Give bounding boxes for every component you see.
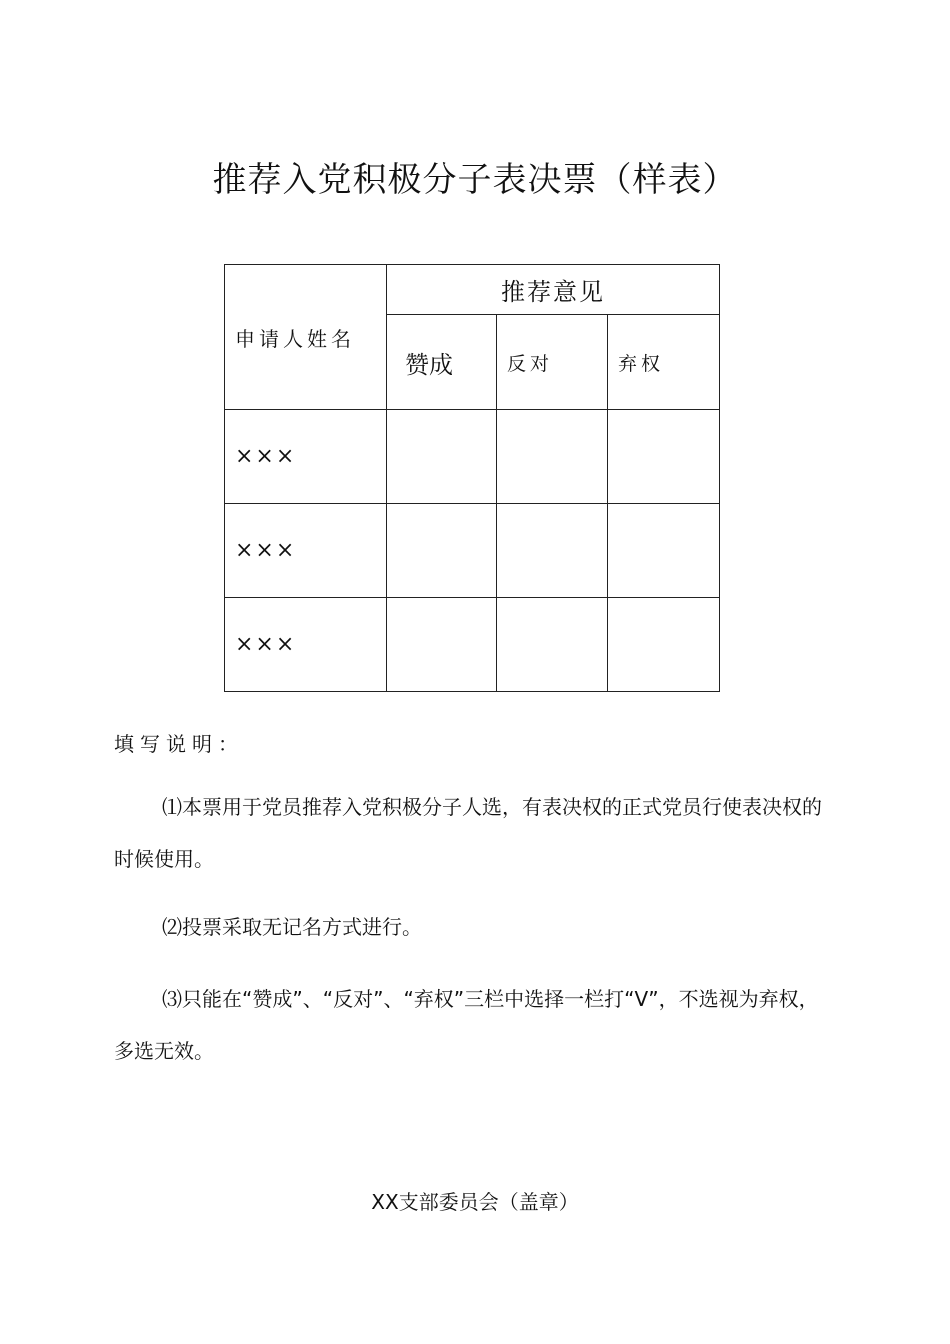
applicant-name-cell: ××× [225,598,387,692]
applicant-name-cell: ××× [225,504,387,598]
table-row [225,598,720,692]
vote-approve-cell[interactable] [387,410,497,504]
vote-abstain-cell[interactable] [608,598,720,692]
header-row-recommendation [225,265,720,315]
applicant-name-cell: ××× [225,410,387,504]
instructions-heading: 填写说明： [114,732,244,756]
vote-oppose-cell[interactable] [497,504,608,598]
instruction-item-2: ⑵投票采取无记名方式进行。 [162,915,422,939]
option-oppose-header: 反对 [497,315,608,410]
committee-seal-line: XX支部委员会（盖章） [371,1190,579,1214]
ballot-table [224,264,720,692]
vote-approve-cell[interactable] [387,504,497,598]
instruction-item-1: ⑴本票用于党员推荐入党积极分子人选，有表决权的正式党员行使表决权的时候使用。 [114,795,822,871]
recommendation-header: 推荐意见 [387,265,720,315]
vote-abstain-cell[interactable] [608,410,720,504]
table-row [225,410,720,504]
vote-oppose-cell[interactable] [497,598,608,692]
ballot-title: 推荐入党积极分子表决票（样表） [212,160,738,200]
instruction-item-3: ⑶只能在“赞成”、“反对”、“弃权”三栏中选择一栏打“V”，不选视为弃权，多选无效。 [114,987,819,1063]
vote-approve-cell[interactable] [387,598,497,692]
option-approve-header: 赞成 [387,315,497,410]
vote-oppose-cell[interactable] [497,410,608,504]
option-abstain-header: 弃权 [608,315,720,410]
table-row [225,504,720,598]
applicant-name-header: 申请人姓名 [225,265,387,410]
vote-abstain-cell[interactable] [608,504,720,598]
